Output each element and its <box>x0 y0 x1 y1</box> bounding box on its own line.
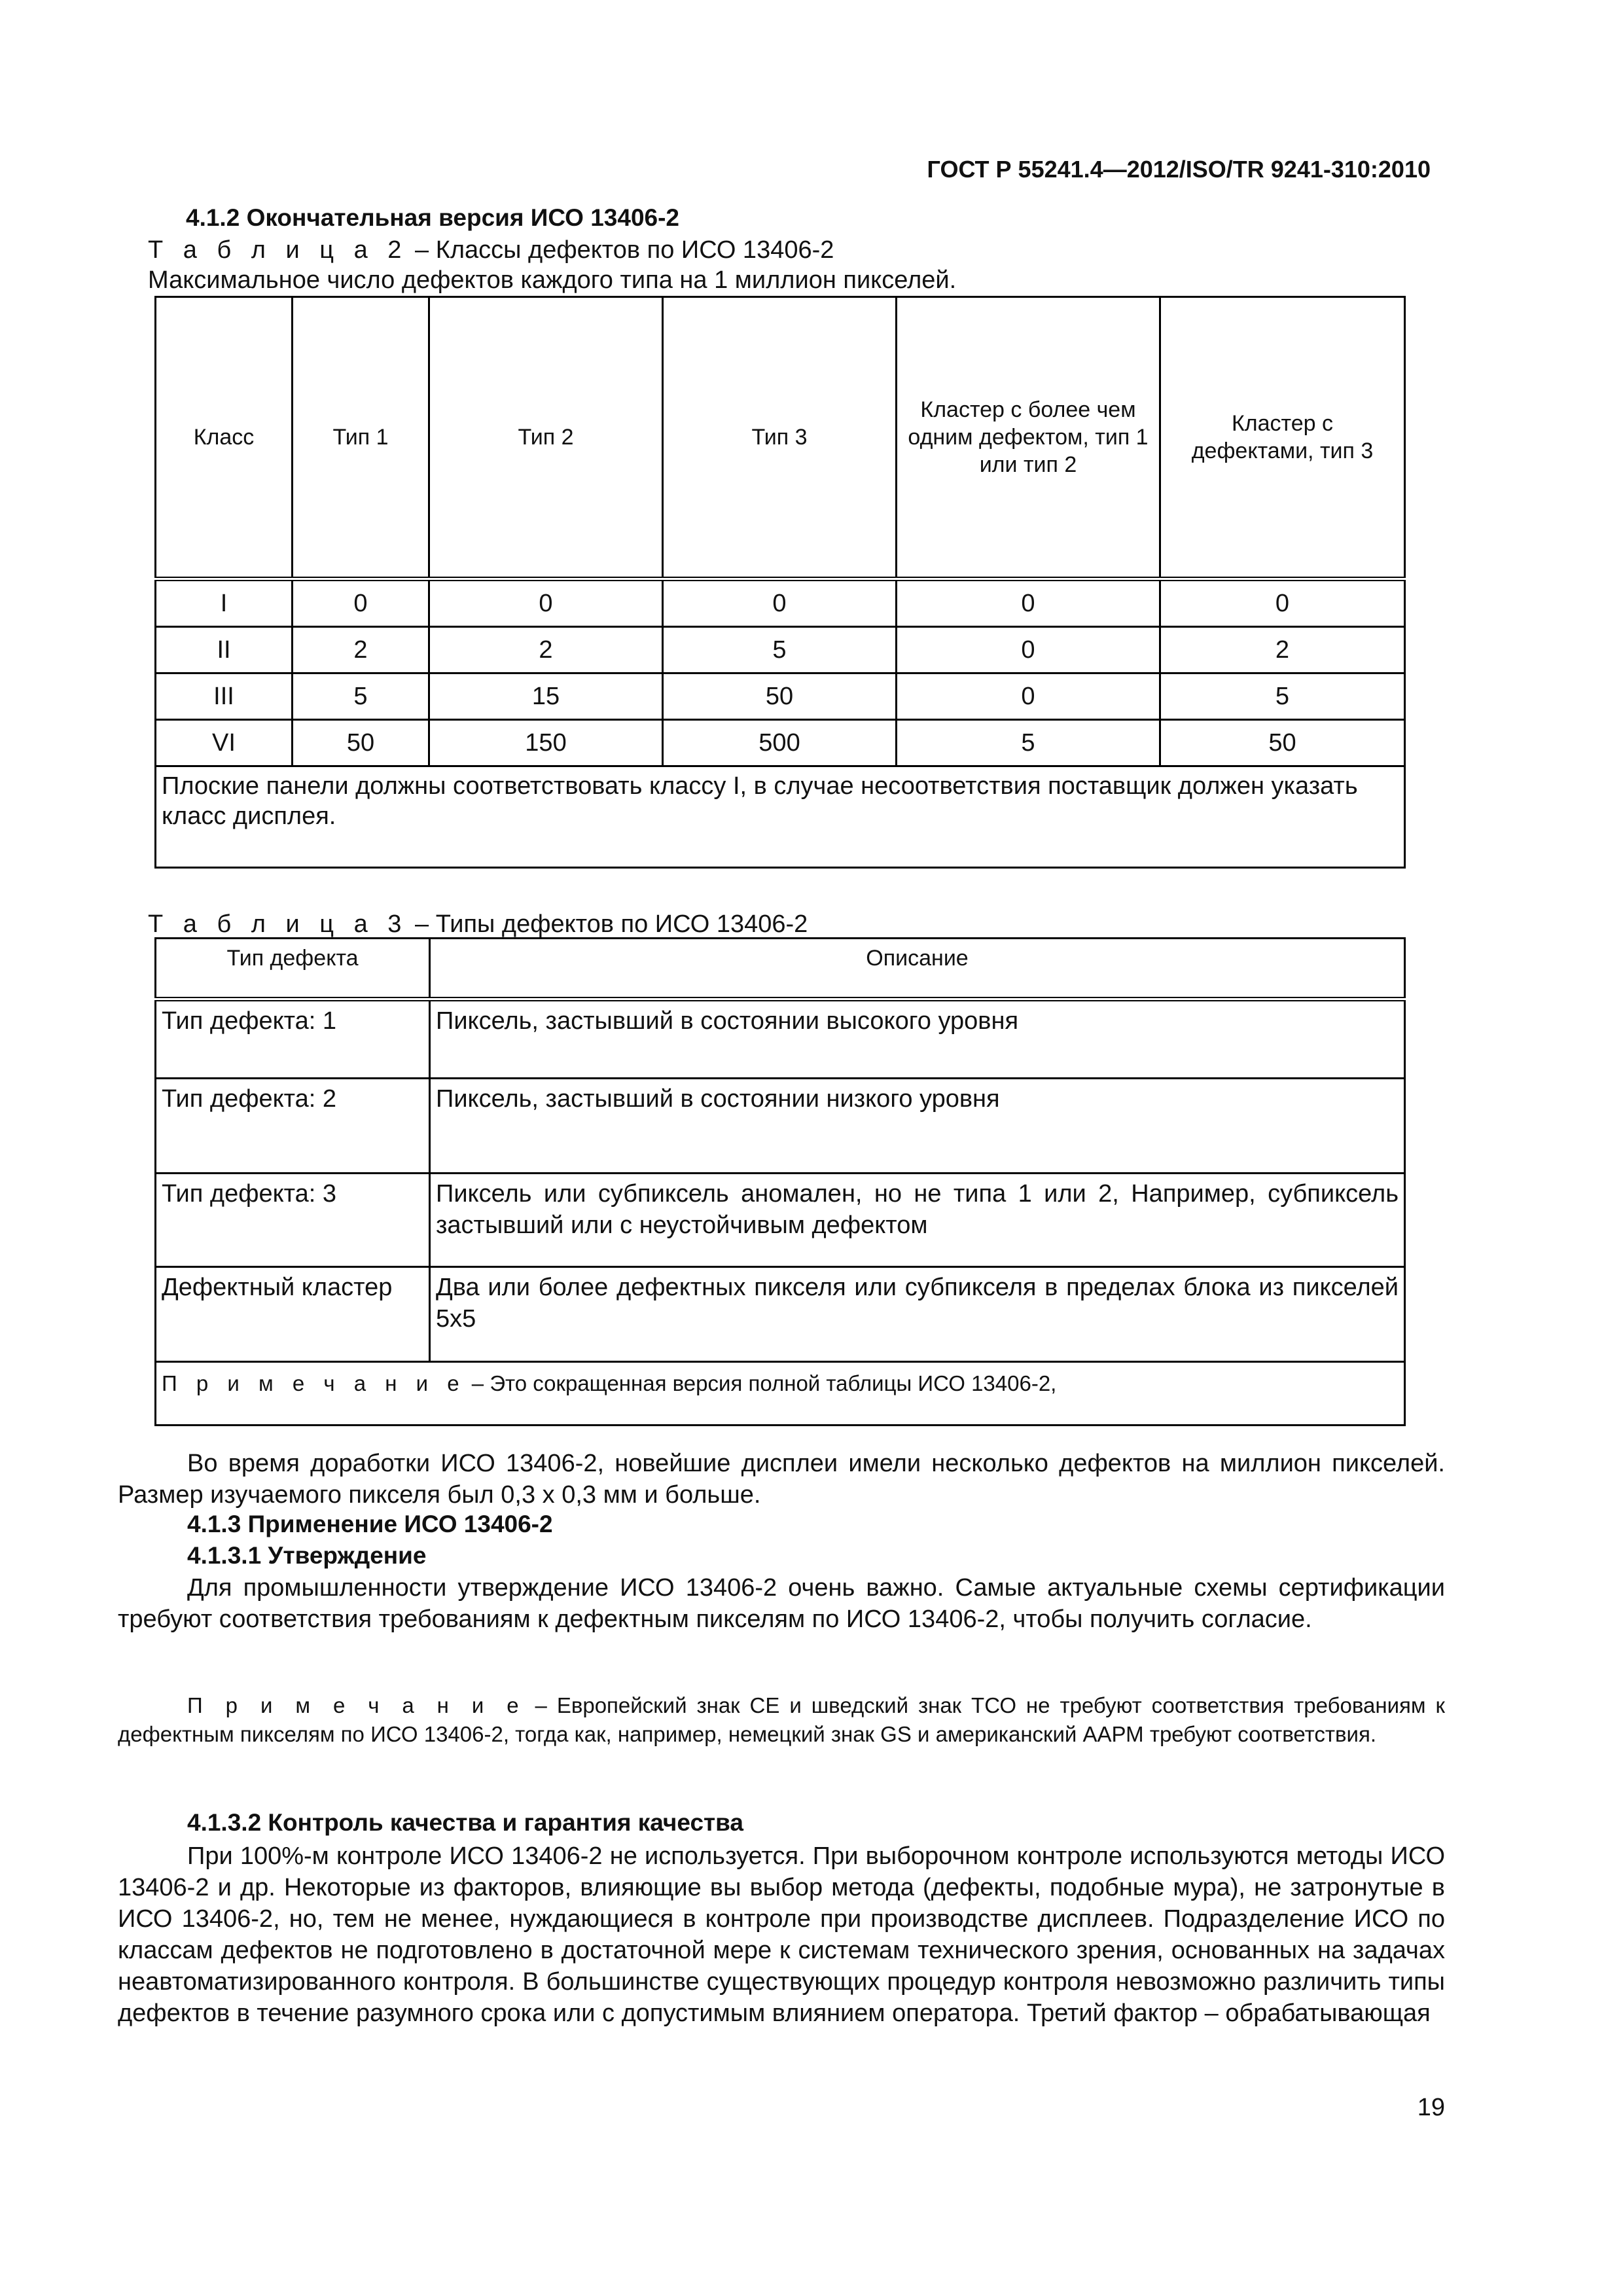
table-cell: Тип дефекта: 1 <box>156 999 430 1079</box>
table-cell: 0 <box>897 673 1160 720</box>
paragraph-1: Во время доработки ИСО 13406-2, новейшие дисплеи имели несколько дефектов на миллион пикселей. Размер изучаемого пикселя был 0,3 х 0,3 мм и больше. <box>118 1450 1445 1509</box>
table3-note-row <box>156 1362 1405 1426</box>
table-cell: 5 <box>663 627 897 673</box>
table-cell: 0 <box>293 579 429 627</box>
table2-header-type2: Тип 2 <box>429 297 663 579</box>
table-row <box>156 999 1405 1079</box>
table2-header-class: Класс <box>156 297 293 579</box>
table2-subcaption: Максимальное число дефектов каждого типа на 1 миллион пикселей. <box>148 266 957 294</box>
document-header: ГОСТ Р 55241.4—2012/ISO/TR 9241-310:2010 <box>927 156 1431 183</box>
table-cell: I <box>156 579 293 627</box>
table-cell: Дефектный кластер <box>156 1267 430 1362</box>
table-cell: 5 <box>293 673 429 720</box>
table-cell: 0 <box>1160 579 1405 627</box>
section-heading-4-1-3-1: 4.1.3.1 Утверждение <box>187 1542 427 1569</box>
table-cell: 0 <box>429 579 663 627</box>
table-cell: VI <box>156 720 293 766</box>
table-cell: III <box>156 673 293 720</box>
table2-caption-label: Т а б л и ц а 2 <box>148 236 408 264</box>
table-row <box>156 720 1405 766</box>
table-cell: 50 <box>663 673 897 720</box>
table2-caption-text: – Классы дефектов по ИСО 13406-2 <box>408 236 834 264</box>
paragraph-2: Для промышленности утверждение ИСО 13406-2 очень важно. Самые актуальные схемы сертификации требуют соответствия требованиям к дефектным пикселям по ИСО 13406-2, чтобы получить согласие. <box>118 1574 1445 1633</box>
table-cell: Два или более дефектных пикселя или субпикселя в пределах блока из пикселей 5х5 <box>430 1267 1405 1362</box>
table-cell: 5 <box>897 720 1160 766</box>
table-cell: 50 <box>1160 720 1405 766</box>
table-cell: 5 <box>1160 673 1405 720</box>
note-label: П р и м е ч а н и е <box>187 1693 526 1717</box>
table3-caption-label: Т а б л и ц а 3 <box>148 910 408 938</box>
table3-note-label: П р и м е ч а н и е <box>162 1371 466 1395</box>
table-cell: Пиксель или субпиксель аномален, но не типа 1 или 2, Например, субпиксель застывший или с неустойчивым дефектом <box>430 1174 1405 1267</box>
defect-types-table <box>154 937 1406 1426</box>
section-heading-4-1-3: 4.1.3 Применение ИСО 13406-2 <box>187 1511 553 1537</box>
table-cell: 2 <box>429 627 663 673</box>
table2-header-cluster-12: Кластер с более чем одним дефектом, тип 1 или тип 2 <box>897 297 1160 579</box>
table-cell: 500 <box>663 720 897 766</box>
table3-note <box>156 1362 1405 1426</box>
table2-header-type1: Тип 1 <box>293 297 429 579</box>
table3-header-description: Описание <box>430 939 1405 999</box>
table-row <box>156 627 1405 673</box>
table-row <box>156 579 1405 627</box>
table-cell: 0 <box>663 579 897 627</box>
table-cell: II <box>156 627 293 673</box>
table-cell: Тип дефекта: 3 <box>156 1174 430 1267</box>
table-cell: 50 <box>293 720 429 766</box>
note-paragraph <box>118 1691 1445 1749</box>
table2-header-type3: Тип 3 <box>663 297 897 579</box>
section-heading-4-1-2: 4.1.2 Окончательная версия ИСО 13406-2 <box>186 204 680 231</box>
table-cell: 2 <box>1160 627 1405 673</box>
table2-header-cluster-3: Кластер с дефектами, тип 3 <box>1160 297 1405 579</box>
table2-note-row <box>156 766 1405 868</box>
page-number: 19 <box>1417 2094 1445 2121</box>
defect-classes-table <box>154 296 1406 869</box>
table-row <box>156 1174 1405 1267</box>
table-row <box>156 1079 1405 1174</box>
table-cell: 15 <box>429 673 663 720</box>
table3-caption-text: – Типы дефектов по ИСО 13406-2 <box>408 910 808 938</box>
table-cell: 2 <box>293 627 429 673</box>
table-cell: 0 <box>897 627 1160 673</box>
note-text: – Европейский знак СЕ и шведский знак ТСО не требуют соответствия требованиям к дефектным пикселям по ИСО 13406-2, тогда как, например, немецкий знак GS и американский ААРМ требуют соответствия. <box>118 1693 1445 1746</box>
table3-header-type: Тип дефекта <box>156 939 430 999</box>
table2-note: Плоские панели должны соответствовать классу I, в случае несоответствия поставщик должен указать класс дисплея. <box>156 766 1405 868</box>
table-cell: 0 <box>897 579 1160 627</box>
table-row <box>156 673 1405 720</box>
table2-caption <box>148 234 834 266</box>
table-cell: Пиксель, застывший в состоянии низкого уровня <box>430 1079 1405 1174</box>
table-row <box>156 1267 1405 1362</box>
paragraph-3: При 100%-м контроле ИСО 13406-2 не используется. При выборочном контроле используются методы ИСО 13406-2 и др. Некоторые из факторов, влияющие вы выбор метода (дефекты, подобные мура), не затронутые в ИСО 13406-2, но, тем не менее, нуждающиеся в контроле при производстве дисплеев. Подразделение ИСО по классам дефектов не подготовлено в достаточной мере к системам технического зрения, основанных на задачах неавтоматизированного контроля. В большинстве существующих процедур контроля невозможно различить типы дефектов в течение разумного срока или с допустимым влиянием оператора. Третий фактор – обрабатывающая <box>118 1842 1445 2027</box>
table3-caption <box>148 908 808 940</box>
table3-note-text: – Это сокращенная версия полной таблицы ИСО 13406-2, <box>465 1371 1057 1395</box>
section-heading-4-1-3-2: 4.1.3.2 Контроль качества и гарантия качества <box>187 1809 744 1836</box>
table-cell: Пиксель, застывший в состоянии высокого уровня <box>430 999 1405 1079</box>
table-cell: 150 <box>429 720 663 766</box>
table-cell: Тип дефекта: 2 <box>156 1079 430 1174</box>
